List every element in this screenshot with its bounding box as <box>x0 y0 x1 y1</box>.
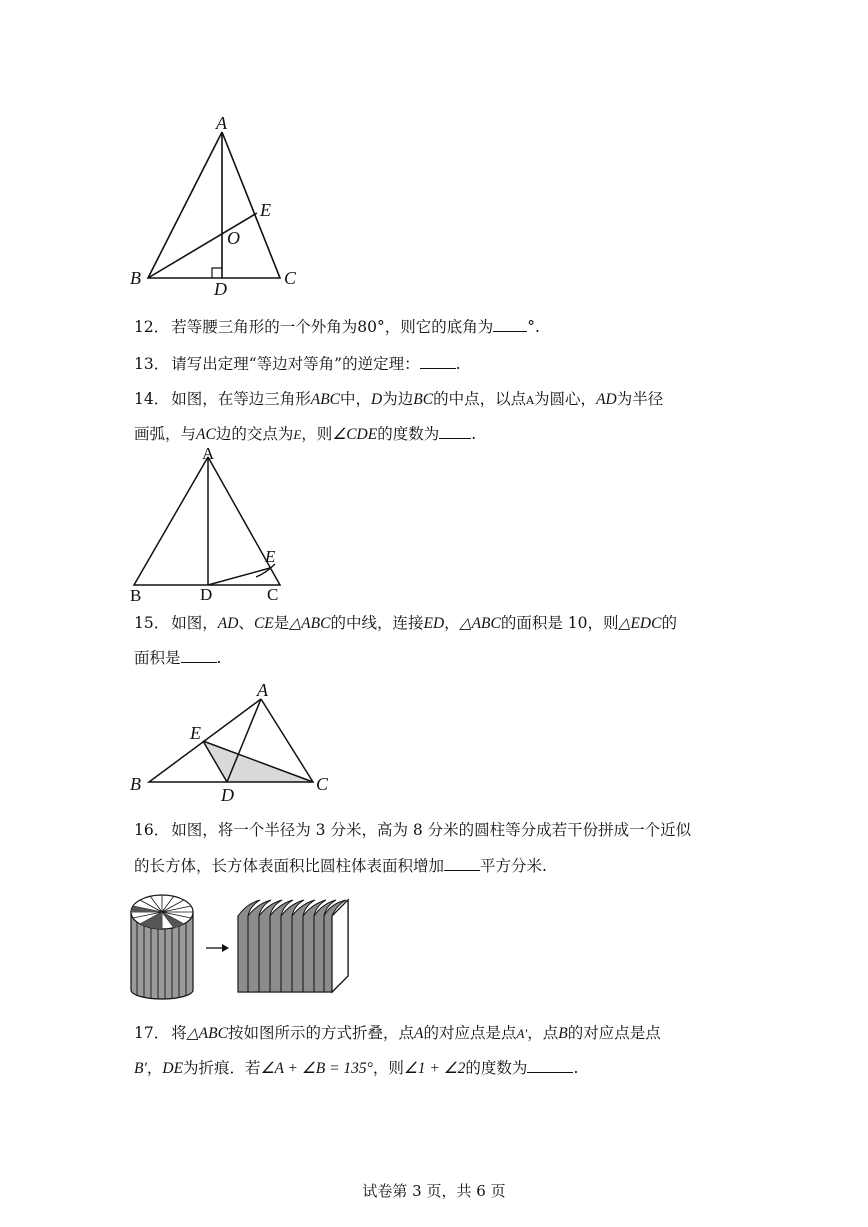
question-14: 14． 如图，在等边三角形ABC中，D为边BC的中点，以点A为圆心，AD为半径 <box>134 390 664 408</box>
label-b: B <box>130 774 141 794</box>
label-a: A <box>202 444 215 463</box>
question-15: 15． 如图，AD、CE是△ABC的中线，连接ED，△ABC的面积是 10，则△EDC的 <box>134 614 677 632</box>
arrow-icon <box>206 944 229 952</box>
question-13: 13． 请写出定理“等边对等角”的逆定理： . <box>134 355 461 373</box>
label-c: C <box>316 774 329 794</box>
answer-blank[interactable] <box>181 648 217 663</box>
triangle-abc <box>134 457 280 585</box>
label-d: D <box>221 785 234 805</box>
answer-blank[interactable] <box>420 354 456 369</box>
figure-triangle-altitude <box>120 112 320 297</box>
label-c: C <box>284 268 297 288</box>
segment-de <box>208 568 270 585</box>
figure-equilateral-arc <box>120 443 300 605</box>
label-d: D <box>200 585 213 604</box>
answer-blank[interactable] <box>439 424 471 439</box>
question-14-line-2: 画弧，与AC边的交点为E，则∠CDE的度数为 . <box>134 425 477 443</box>
question-17-line-2: B′，DE为折痕．若∠A + ∠B = 135°，则∠1 + ∠2的度数为 . <box>134 1059 579 1077</box>
label-b: B <box>130 268 141 288</box>
label-c: C <box>267 585 279 604</box>
label-a: A <box>216 113 227 133</box>
label-b: B <box>130 586 142 605</box>
page-footer: 试卷第 3 页，共 6 页 <box>362 1182 506 1200</box>
right-angle-mark <box>212 268 222 278</box>
cuboid <box>238 900 348 992</box>
label-o: O <box>227 228 240 248</box>
figure-shaded-triangle <box>120 678 340 806</box>
answer-blank[interactable] <box>444 856 480 871</box>
question-17: 17． 将△ABC按如图所示的方式折叠，点A的对应点是点A′，点B的对应点是点 <box>134 1024 661 1042</box>
question-12: 12． 若等腰三角形的一个外角为80°，则它的底角为 °. <box>134 318 540 336</box>
figure-cylinder-to-cuboid <box>126 882 356 1012</box>
question-16-line-2: 的长方体，长方体表面积比圆柱体表面积增加 平方分米. <box>134 857 547 875</box>
cylinder <box>131 895 193 999</box>
label-a: A <box>257 680 268 700</box>
answer-blank[interactable] <box>493 317 527 332</box>
answer-blank[interactable] <box>527 1058 573 1073</box>
label-d: D <box>214 279 227 297</box>
label-e: E <box>265 547 276 566</box>
question-16: 16． 如图，将一个半径为 3 分米，高为 8 分米的圆柱等分成若干份拼成一个近似 <box>134 821 692 839</box>
label-e: E <box>260 200 271 220</box>
question-15-line-2: 面积是 . <box>134 649 222 667</box>
label-e: E <box>190 723 201 743</box>
